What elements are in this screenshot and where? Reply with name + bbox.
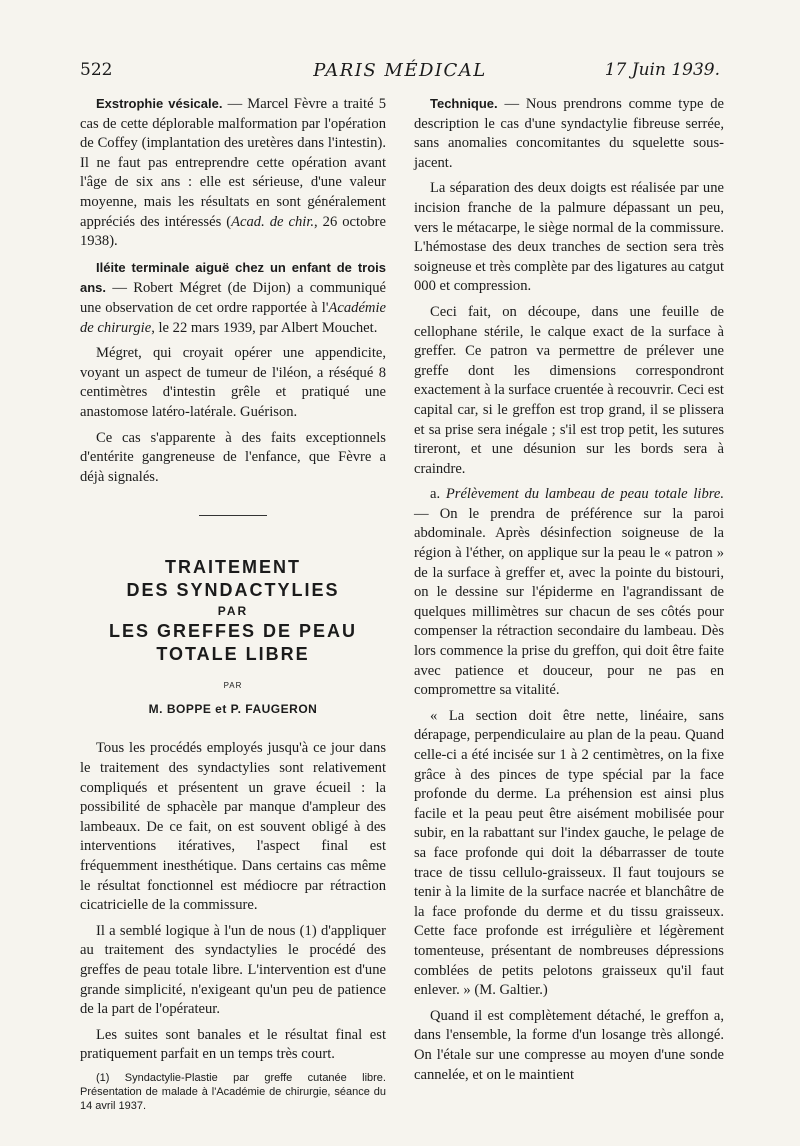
issue-date: 17 Juin 1939. bbox=[604, 60, 720, 80]
body-paragraph: La séparation des deux doigts est réalisée par une incision franche de la palmure dépassant un peu, vers le métacarpe, le siège normal de la commissure. L'hémostase des deux tranches de section sera très soigneuse et très complète par des ligatures au catgut 000 et compression. bbox=[414, 180, 724, 295]
paragraph-fevre: Ce cas s'apparente à des faits exceptionnels d'entérite gangreneuse de l'enfance, que Fèvre a déjà signalés. bbox=[80, 429, 386, 485]
paragraph-megret: Mégret, qui croyait opérer une appendicite, voyant un aspect de tumeur de l'iléon, a réséqué 8 centimètres d'intestin grêle et pratiqué une anastomose latéro-latérale. Guérison. bbox=[80, 345, 386, 420]
section-divider bbox=[199, 515, 267, 516]
article-title-line: TRAITEMENT bbox=[165, 557, 301, 578]
body-paragraph: Il a semblé logique à l'un de nous (1) d'appliquer au traitement des syndactylies le procédé des greffes de peau totale libre. L'intervention est d'une grande simplicité, n'exigeant qu'un peu de patience de la part de l'opérateur. bbox=[80, 922, 386, 1018]
left-column bbox=[80, 94, 386, 1113]
article-title-par: PAR bbox=[217, 604, 249, 619]
paragraph-ileite: Iléite terminale aiguë chez un enfant de trois ans. — Robert Mégret (de Dijon) a communiqué une observation de cet ordre rapportée à l'Académie de chirurgie, le 22 mars 1939, par Albert Mouchet. bbox=[80, 259, 386, 336]
paragraph-prelevement: a. Prélèvement du lambeau de peau totale libre. — On le prendra de préférence sur la paroi abdominale. Après désinfection soigneuse de la région à l'éther, on applique sur la peau le « patron » de la surface à greffer et, avec la pointe du bistouri, on le dessine sur l'épiderme en l'agrandissant de quelques millimètres sur chacun de ses côtés pour compenser la rétraction secondaire du lambeau. Dès lors commence la prise du greffon, qui doit être faite avec patience et douceur, pour ne pas en compromettre sa vitalité. bbox=[414, 486, 725, 699]
paragraph-technique: Technique. — Nous prendrons comme type de description le cas d'une syndactylie fibreuse serrée, sans anomalies concomitantes du squelette sous-jacent. bbox=[414, 96, 724, 171]
article-title-line: TOTALE LIBRE bbox=[156, 644, 310, 665]
journal-title: PARIS MÉDICAL bbox=[313, 60, 487, 81]
body-paragraph: Quand il est complètement détaché, le greffon a, dans l'ensemble, la forme d'un losange très allongé. On l'étale sur une compresse au moyen d'une sonde cannelée, et on le maintient bbox=[414, 1007, 724, 1083]
byline-label: PAR bbox=[223, 681, 243, 691]
quote-paragraph: « La section doit être nette, linéaire, sans dérapage, perpendiculaire au plan de la peau. Quand celle-ci a été incisée sur 1 à 2 centimètres, on la fixe grâce à des pinces de type spécial par la face profonde du derme. La préhension est ainsi plus facile et la peau peut être aisément mobilisée pour subir, en la rabattant sur l'index gauche, le pelage de sa face profonde qui doit la débarrasser de toute trace de tissu cellulo-graisseux. Il faut toujours se tenir à la limite de la surface nacrée et blanchâtre de la face profonde du derme et du tissu graisseux. Cette face profonde est irrégulière et légèrement tomenteuse, présentant de nombreuses dépressions comblées de petits pelotons graisseux qu'il faut enlever. » (M. Galtier.) bbox=[414, 707, 724, 999]
article-title-line: LES GREFFES DE PEAU bbox=[108, 621, 358, 642]
body-paragraph: Les suites sont banales et le résultat final est pratiquement parfait en un temps très court. bbox=[80, 1026, 386, 1063]
right-column bbox=[414, 94, 724, 1085]
body-paragraph: Tous les procédés employés jusqu'à ce jour dans le traitement des syndactylies sont relativement compliqués et présentent un grave écueil : la possibilité de sphacèle par manque d'ampleur des lambeaux. De ce fait, on est souvent obligé à des interventions itératives, l'aspect final est fréquemment inesthétique. Dans certains cas même le résultat fonctionnel est médiocre par rétraction cicatricielle de la commissure. bbox=[80, 740, 386, 914]
paragraph-exstrophie: Exstrophie vésicale. — Marcel Fèvre a traité 5 cas de cette déplorable malformation par l'opération de Coffey (implantation des uretères dans l'intestin). Il ne faut pas entreprendre cette opération avant l'âge de six ans : elle est sérieuse, d'une valeur moyenne, mais les résultats en sont généralement appréciés des intéressés (Acad. de chir., 26 octobre 1938). bbox=[80, 96, 386, 250]
article-title-block bbox=[80, 556, 386, 719]
page-number: 522 bbox=[80, 60, 113, 80]
subsection-heading: Prélèvement du lambeau de peau totale libre. bbox=[445, 486, 725, 503]
article-title-line: DES SYNDACTYLIES bbox=[126, 580, 340, 601]
paragraph-heading: Exstrophie vésicale. bbox=[96, 96, 223, 111]
article-authors: M. BOPPE et P. FAUGERON bbox=[148, 701, 318, 716]
body-paragraph: Ceci fait, on découpe, dans une feuille de cellophane stérile, le calque exact de la surface à greffer. Ce patron va permettre de prélever une greffe dont les dimensions correspondront exactement à la surface cruentée à recouvrir. Ceci est capital car, si le greffon est trop grand, il se plissera et sa prise sera inégale ; s'il est trop petit, les sutures tireront, et une désunion sur les bords sera à craindre. bbox=[414, 303, 724, 477]
page-header bbox=[80, 60, 720, 84]
paragraph-heading: Iléite terminale aiguë chez un enfant de trois ans. bbox=[80, 259, 386, 296]
paragraph-heading: Technique. bbox=[430, 96, 498, 111]
footnote: (1) Syndactylie-Plastie par greffe cutanée libre. Présentation de malade à l'Académie de chirurgie, séance du 14 avril 1937. bbox=[80, 1071, 386, 1112]
